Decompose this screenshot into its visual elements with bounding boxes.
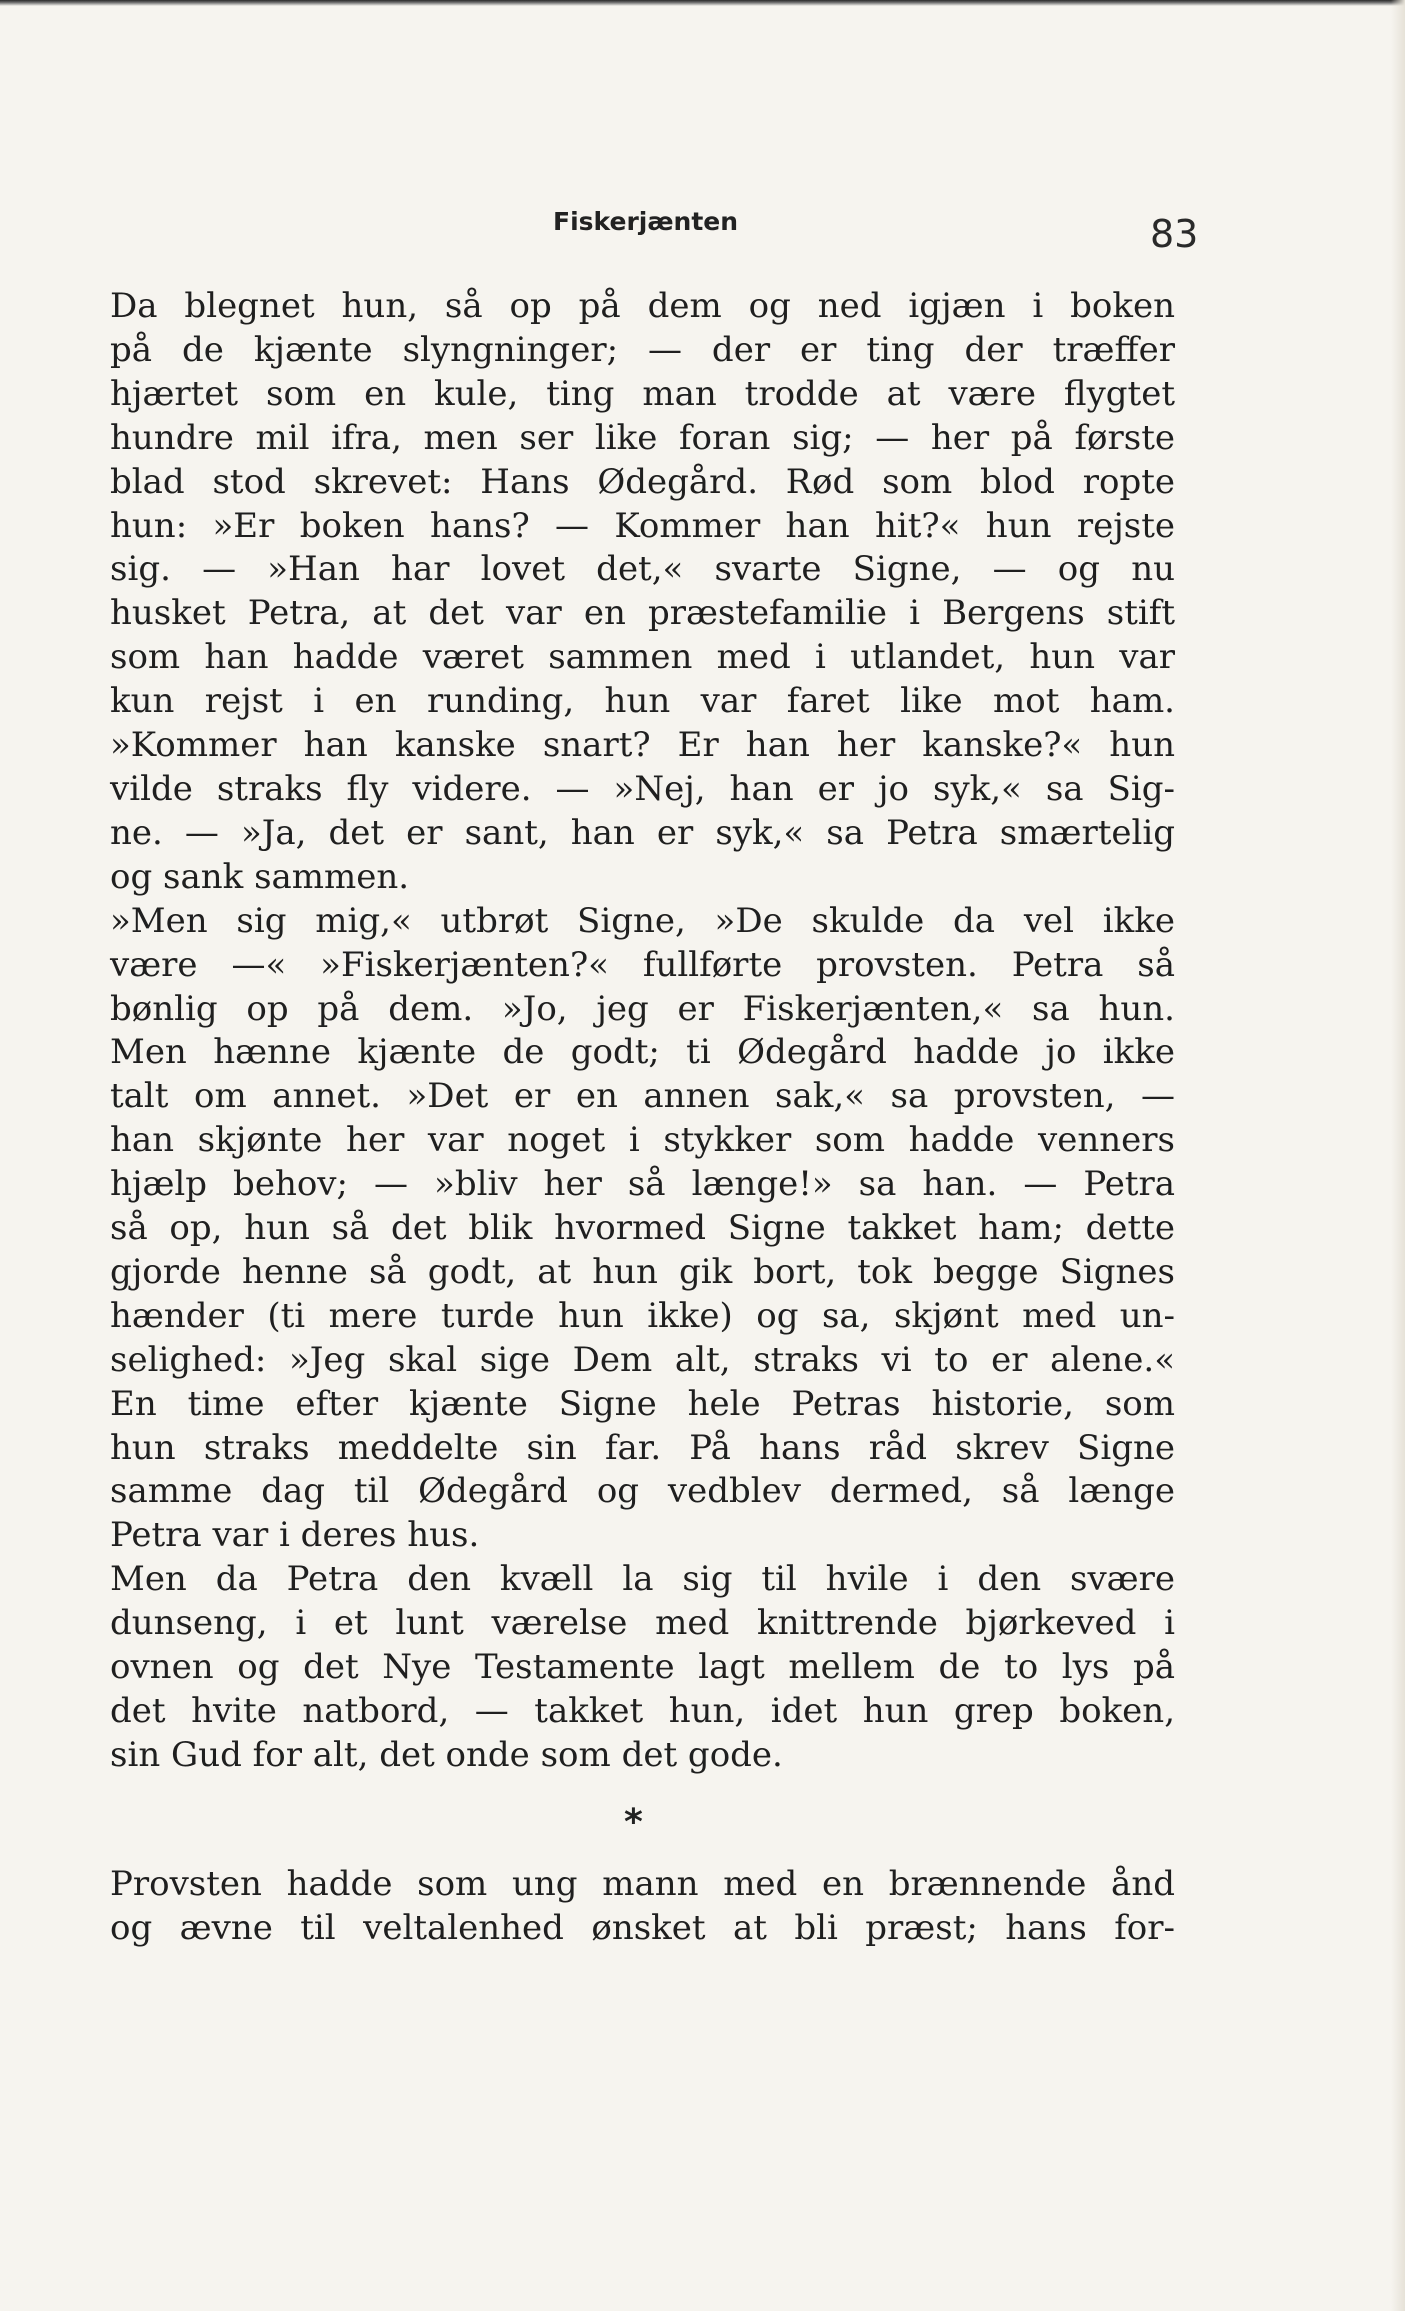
text-line: bønlig op på dem. »Jo, jeg er Fiskerjænten,« sa hun. <box>110 988 1175 1029</box>
text-line: hjælp behov; — »bliv her så længe!» sa han. — Petra <box>110 1164 1175 1205</box>
text-line: hundre mil ifra, men ser like foran sig; — her på første <box>110 417 1175 458</box>
text-line: sin Gud for alt, det onde som det gode. <box>110 1734 783 1775</box>
page-top-edge <box>0 0 1405 6</box>
text-line: dunseng, i et lunt værelse med knittrende bjørkeved i <box>110 1603 1175 1644</box>
text-line: husket Petra, at det var en præstefamilie i Bergens stift <box>110 593 1175 634</box>
text-line: ovnen og det Nye Testamente lagt mellem de to lys på <box>110 1647 1175 1688</box>
section-text <box>110 1862 1175 1950</box>
text-line: Da blegnet hun, så op på dem og ned igjæn i boken <box>110 286 1175 326</box>
text-line: og ævne til veltalenhed ønsket at bli præst; hans for- <box>110 1908 1175 1948</box>
text-line: så op, hun så det blik hvormed Signe takket ham; dette <box>110 1208 1175 1249</box>
text-line: ne. — »Ja, det er sant, han er syk,« sa Petra smærtelig <box>110 812 1175 853</box>
text-line: hun: »Er boken hans? — Kommer han hit?« hun rejste <box>110 505 1175 546</box>
text-line: kun rejst i en runding, hun var faret like mot ham. <box>110 681 1175 722</box>
text-line: selighed: »Jeg skal sige Dem alt, straks vi to er alene.« <box>110 1339 1175 1380</box>
text-line: på de kjænte slyngninger; — der er ting der træffer <box>110 329 1175 370</box>
section-separator: * <box>624 1802 643 1843</box>
text-line: Provsten hadde som ung mann med en brænnende ånd <box>110 1864 1175 1904</box>
text-line: En time efter kjænte Signe hele Petras historie, som <box>110 1383 1175 1424</box>
text-line: Petra var i deres hus. <box>110 1515 480 1556</box>
text-line: være —« »Fiskerjænten?« fullførte provsten. Petra så <box>110 944 1175 985</box>
text-line: hjærtet som en kule, ting man trodde at være flygtet <box>110 373 1175 414</box>
page-right-edge <box>1391 0 1405 2311</box>
text-line: sig. — »Han har lovet det,« svarte Signe, — og nu <box>110 549 1175 590</box>
text-line: og sank sammen. <box>110 856 410 897</box>
page-number: 83 <box>1150 212 1199 256</box>
text-line: vilde straks fly videre. — »Nej, han er jo syk,« sa Sig- <box>110 768 1175 809</box>
text-line: talt om annet. »Det er en annen sak,« sa provsten, — <box>110 1076 1175 1117</box>
body-text <box>110 285 1175 1778</box>
text-line: hænder (ti mere turde hun ikke) og sa, skjønt med un- <box>110 1295 1175 1336</box>
text-line: det hvite natbord, — takket hun, idet hun grep boken, <box>110 1691 1175 1731</box>
text-line: samme dag til Ødegård og vedblev dermed, så længe <box>110 1471 1175 1512</box>
text-line: han skjønte her var noget i stykker som hadde venners <box>110 1120 1175 1161</box>
text-line: gjorde henne så godt, at hun gik bort, tok begge Signes <box>110 1251 1175 1292</box>
running-head: Fiskerjænten <box>553 207 739 236</box>
text-line: »Kommer han kanske snart? Er han her kanske?« hun <box>110 725 1175 766</box>
text-line: blad stod skrevet: Hans Ødegård. Rød som blod ropte <box>110 461 1175 502</box>
text-line: Men da Petra den kvæll la sig til hvile i den svære <box>110 1559 1175 1600</box>
text-line: hun straks meddelte sin far. På hans råd skrev Signe <box>110 1427 1175 1468</box>
text-line: som han hadde været sammen med i utlandet, hun var <box>110 637 1175 678</box>
text-line: Men hænne kjænte de godt; ti Ødegård hadde jo ikke <box>110 1032 1175 1073</box>
text-line: »Men sig mig,« utbrøt Signe, »De skulde da vel ikke <box>110 900 1175 941</box>
